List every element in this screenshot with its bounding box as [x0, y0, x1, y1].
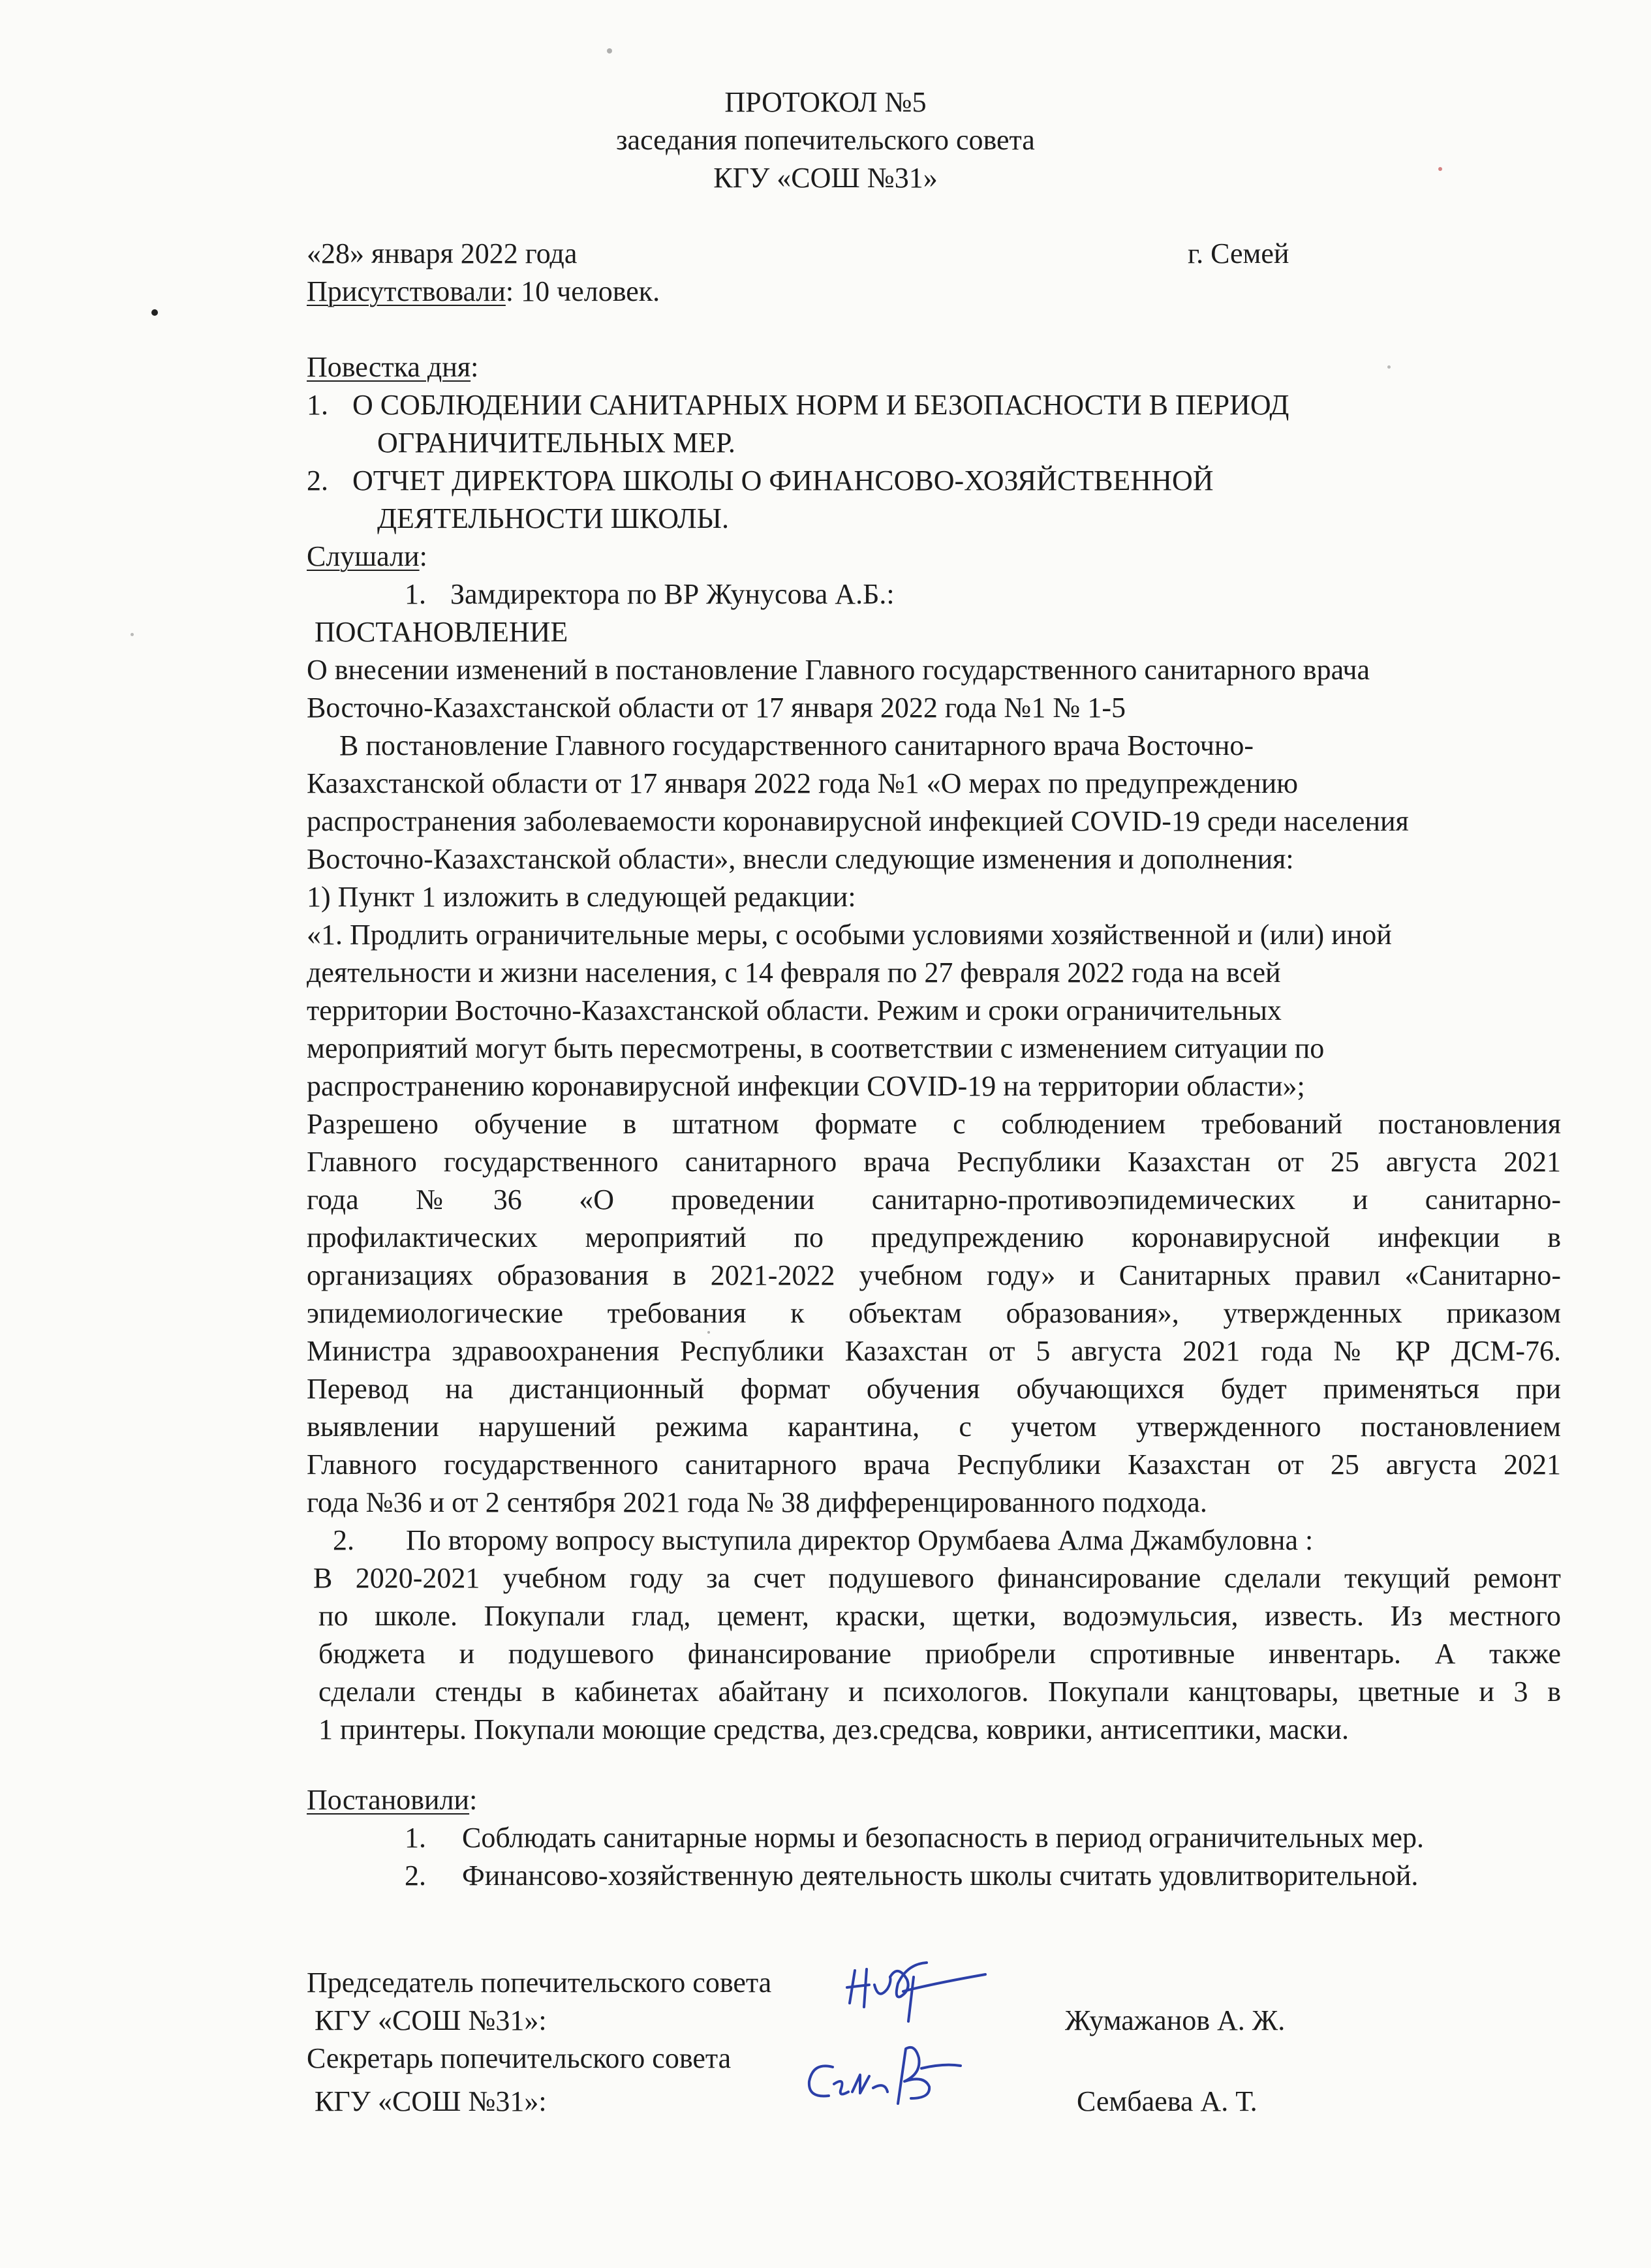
secretary-signature [800, 2036, 970, 2121]
scan-speck [1387, 365, 1391, 369]
heard-colon: : [419, 540, 427, 572]
report-text-line: сделали стенды в кабинетах абайтану и психологов. Покупали канцтовары, цветные и 3 в [318, 1676, 1561, 1708]
decree-text-line: Восточно-Казахстанской области от 17 января 2022 года №1 № 1-5 [307, 692, 1126, 724]
agenda-item-2-line-2: ДЕЯТЕЛЬНОСТИ ШКОЛЫ. [377, 502, 730, 534]
justified-text-line: года №36 «О проведении санитарно-противоэпидемических и санитарно- [307, 1184, 1561, 1216]
heard-heading [307, 538, 427, 575]
justified-text-last-line: года №36 и от 2 сентября 2021 года № 38 дифференцированного подхода. [307, 1486, 1207, 1518]
chair-signature [835, 1951, 992, 2029]
protocol-subtitle: заседания попечительского совета [616, 124, 1035, 156]
scan-speck [607, 48, 612, 54]
secretary-organization: КГУ «СОШ №31»: [315, 2085, 547, 2117]
report-text-line: бюджета и подушевого финансирование приобрели спротивные инвентарь. А также [318, 1638, 1561, 1670]
attendance-label: Присутствовали [307, 275, 506, 307]
justified-text-line: эпидемиологические требования к объектам образования», утвержденных приказом [307, 1297, 1561, 1329]
agenda-heading [307, 348, 478, 386]
agenda-item-1-line-1: О СОБЛЮДЕНИИ САНИТАРНЫХ НОРМ И БЕЗОПАСНОСТИ В ПЕРИОД [352, 389, 1289, 421]
secretary-title: Секретарь попечительского совета [307, 2042, 732, 2074]
decree-text-line: распространения заболеваемости коронавирусной инфекцией COVID-19 среди населения [307, 805, 1409, 837]
meeting-city: г. Семей [1188, 238, 1289, 269]
decided-label: Постановили [307, 1784, 470, 1816]
scan-speck [151, 309, 158, 316]
decided-heading [307, 1781, 477, 1819]
decree-text-line: распространению коронавирусной инфекции COVID-19 на территории области»; [307, 1070, 1305, 1102]
justified-text-line: Главного государственного санитарного врача Республики Казахстан от 25 августа 2021 [307, 1448, 1561, 1480]
decree-text-line: «1. Продлить ограничительные меры, с особыми условиями хозяйственной и (или) иной [307, 919, 1392, 951]
justified-text-line: организациях образования в 2021-2022 учебном году» и Санитарных правил «Санитарно- [307, 1259, 1561, 1291]
decision-number: 2. [405, 1860, 426, 1892]
report-text-line: по школе. Покупали глад, цемент, краски, щетки, водоэмульсия, известь. Из местного [318, 1600, 1561, 1632]
decree-text-line: 1) Пункт 1 изложить в следующей редакции: [307, 881, 856, 913]
secretary-name: Сембаева А. Т. [1077, 2085, 1258, 2117]
scan-speck [131, 633, 134, 636]
organization-name: КГУ «СОШ №31» [713, 162, 938, 194]
agenda-item-number: 1. [307, 389, 328, 421]
justified-text-line: Перевод на дистанционный формат обучения обучающихся будет применяться при [307, 1373, 1561, 1405]
meeting-date: «28» января 2022 года [307, 238, 578, 269]
decision-2: Финансово-хозяйственную деятельность школы считать удовлитворительной. [462, 1860, 1419, 1892]
speaker-2: По второму вопросу выступила директор Орумбаева Алма Джамбуловна : [406, 1524, 1314, 1556]
decided-colon: : [469, 1784, 478, 1816]
justified-text-line: профилактических мероприятий по предупреждению коронавирусной инфекции в [307, 1221, 1561, 1253]
agenda-colon: : [471, 351, 479, 383]
decision-number: 1. [405, 1822, 426, 1854]
chair-organization: КГУ «СОШ №31»: [315, 2004, 547, 2036]
decree-text-line: Казахстанской области от 17 января 2022 года №1 «О мерах по предупреждению [307, 767, 1299, 799]
chair-title: Председатель попечительского совета [307, 1967, 772, 1999]
speaker-number: 1. [405, 578, 426, 610]
speaker-1: Замдиректора по ВР Жунусова А.Б.: [450, 578, 895, 610]
report-text-last-line: 1 принтеры. Покупали моющие средства, дез.средсва, коврики, антисептики, маски. [318, 1713, 1350, 1745]
protocol-title: ПРОТОКОЛ №5 [724, 86, 927, 118]
agenda-label: Повестка дня [307, 351, 471, 383]
speaker-number: 2. [333, 1524, 354, 1556]
agenda-item-number: 2. [307, 465, 328, 497]
decree-text-line: деятельности и жизни населения, с 14 февраля по 27 февраля 2022 года на всей [307, 957, 1281, 988]
agenda-item-2-line-1: ОТЧЕТ ДИРЕКТОРА ШКОЛЫ О ФИНАНСОВО-ХОЗЯЙСТВЕННОЙ [352, 465, 1214, 497]
decree-text-line: Восточно-Казахстанской области», внесли следующие изменения и дополнения: [307, 843, 1294, 875]
decree-text-line: мероприятий могут быть пересмотрены, в соответствии с изменением ситуации по [307, 1032, 1325, 1064]
justified-text-line: выявлении нарушений режима карантина, с учетом утвержденного постановлением [307, 1411, 1561, 1443]
justified-text-line: Главного государственного санитарного врача Республики Казахстан от 25 августа 2021 [307, 1146, 1561, 1178]
decree-text-line: территории Восточно-Казахстанской области. Режим и сроки ограничительных [307, 994, 1282, 1026]
decree-heading: ПОСТАНОВЛЕНИЕ [315, 616, 568, 648]
justified-text-line: Министра здравоохранения Республики Казахстан от 5 августа 2021 года № ҚР ДСМ-76. [307, 1335, 1561, 1367]
agenda-item-1-line-2: ОГРАНИЧИТЕЛЬНЫХ МЕР. [377, 427, 735, 459]
report-text-line: В 2020-2021 учебном году за счет подушевого финансирование сделали текущий ремонт [313, 1562, 1561, 1594]
heard-label: Слушали [307, 540, 420, 572]
decree-text-line: О внесении изменений в постановление Главного государственного санитарного врача [307, 654, 1370, 686]
chair-name: Жумажанов А. Ж. [1065, 2004, 1286, 2036]
decision-1: Соблюдать санитарные нормы и безопасность в период ограничительных мер. [462, 1822, 1424, 1854]
justified-text-line: Разрешено обучение в штатном формате с соблюдением требований постановления [307, 1108, 1561, 1140]
attendance-line [307, 273, 660, 311]
attendance-value: : 10 человек. [505, 275, 660, 307]
decree-text-line: В постановление Главного государственного санитарного врача Восточно- [339, 729, 1254, 761]
